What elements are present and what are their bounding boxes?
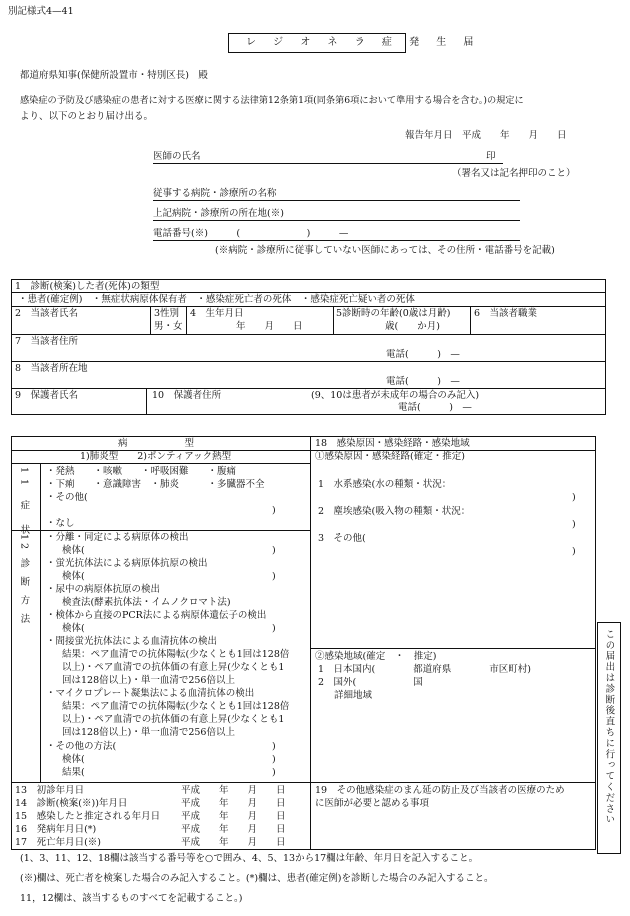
infection-domestic[interactable]: 1 日本国内( 都道府県 市区町村) bbox=[318, 664, 531, 675]
location-label: 8 当該者所在地 bbox=[15, 363, 88, 374]
diag-line[interactable]: 以上)・ペア血清での抗体価の有意上昇(少なくとも1 bbox=[62, 714, 285, 725]
diag-line[interactable]: 結果：ペア血清での抗体陽転(少なくとも1回は128倍 bbox=[62, 649, 290, 660]
diag-close: ) bbox=[272, 754, 276, 765]
diag-line[interactable]: ・間接蛍光抗体法による血清抗体の検出 bbox=[46, 636, 218, 647]
doctor-name-label: 医師の氏名 bbox=[153, 151, 201, 162]
other-notes-label-2: に医師が必要と認める事項 bbox=[315, 798, 430, 809]
hospital-name-field[interactable] bbox=[153, 200, 520, 201]
diag-line[interactable]: 検体( bbox=[62, 545, 85, 556]
infection-water-close: ) bbox=[572, 492, 576, 503]
diag-line[interactable]: 以上)・ペア血清での抗体価の有意上昇(少なくとも1 bbox=[62, 662, 285, 673]
diag-close: ) bbox=[272, 741, 276, 752]
symptoms-label: 11 症 状 bbox=[18, 467, 30, 541]
address-label: 7 当該者住所 bbox=[15, 336, 79, 347]
birthdate-label: 4 生年月日 bbox=[190, 308, 244, 319]
date-row-value[interactable]: 平成 年 月 日 bbox=[181, 824, 286, 835]
diag-line[interactable]: 検体( bbox=[62, 571, 85, 582]
symptoms-row-2[interactable]: ・下痢 ・意識障害 ・肺炎 ・多臓器不全 bbox=[46, 479, 265, 490]
addressee: 都道府県知事(保健所設置市・特別区長) 殿 bbox=[20, 70, 208, 81]
phone-field[interactable] bbox=[153, 240, 520, 241]
diag-close: ) bbox=[272, 767, 276, 778]
diag-line[interactable]: ・蛍光抗体法による病原体抗原の検出 bbox=[46, 558, 208, 569]
diag-line[interactable]: ・分離・同定による病原体の検出 bbox=[46, 532, 189, 543]
diag-line[interactable]: 検体( bbox=[62, 623, 85, 634]
diag-line[interactable]: ・その他の方法( bbox=[46, 741, 117, 752]
diag-line[interactable]: 検査法(酵素抗体法・イムノクロマト法) bbox=[62, 597, 231, 608]
case-type-label: 1 診断(検案)した者(死体)の類型 bbox=[15, 281, 160, 292]
footnote: (※)欄は、死亡者を検案した場合のみ記入すること。(*)欄は、患者(確定例)を診断した場合のみ記入すること。 bbox=[20, 873, 494, 884]
side-note: この届出は診断後直ちに行ってください bbox=[603, 629, 615, 826]
footnote: (1、3、11、12、18欄は該当する番号等を○で囲み、4、5、13から17欄は年齢、年月日を記入すること。 bbox=[20, 853, 479, 864]
address-phone[interactable]: 電話( ) — bbox=[386, 349, 460, 360]
diag-close: ) bbox=[272, 571, 276, 582]
diag-line[interactable]: ・検体から直接のPCR法による病原体遺伝子の検出 bbox=[46, 610, 267, 621]
diag-line[interactable]: 回は128倍以上)・単一血清で256倍以上 bbox=[62, 675, 235, 686]
infection-header: 18 感染原因・感染経路・感染地域 bbox=[315, 438, 470, 449]
age-value[interactable]: 歳( か月) bbox=[385, 321, 440, 332]
guardian-phone[interactable]: 電話( ) — bbox=[398, 402, 472, 413]
diagnosis-method-label: 12 診 断 方 法 bbox=[18, 534, 30, 627]
intro-line-1: 感染症の予防及び感染症の患者に対する医療に関する法律第12条第1項(同条第6項において準用する場合を含む。)の規定に bbox=[20, 95, 524, 106]
diag-line[interactable]: 結果( bbox=[62, 767, 85, 778]
diag-line[interactable]: 回は128倍以上)・単一血清で256倍以上 bbox=[62, 727, 235, 738]
hospital-note: (※病院・診療所に従事していない医師にあっては、その住所・電話番号を記載) bbox=[215, 245, 555, 256]
guardian-name-label: 9 保護者氏名 bbox=[15, 390, 79, 401]
infection-other[interactable]: 3 その他( bbox=[318, 533, 366, 544]
patient-name-label: 2 当該者氏名 bbox=[15, 308, 79, 319]
diag-close: ) bbox=[272, 545, 276, 556]
date-row-label: 15 感染したと推定される年月日 bbox=[15, 811, 161, 822]
diag-line[interactable]: 検体( bbox=[62, 754, 85, 765]
date-row-label: 17 死亡年月日(※) bbox=[15, 837, 102, 848]
guardian-note: (9、10は患者が未成年の場合のみ記入) bbox=[311, 390, 480, 401]
date-row-value[interactable]: 平成 年 月 日 bbox=[181, 811, 286, 822]
diag-line[interactable]: ・尿中の病原体抗原の検出 bbox=[46, 584, 161, 595]
occupation-label: 6 当該者職業 bbox=[474, 308, 538, 319]
date-row-label: 16 発病年月日(*) bbox=[15, 824, 97, 835]
date-row-value[interactable]: 平成 年 月 日 bbox=[181, 785, 286, 796]
infection-detail-area[interactable]: 詳細地域 bbox=[334, 690, 373, 701]
diag-line[interactable]: ・マイクロプレート凝集法による血清抗体の検出 bbox=[46, 688, 255, 699]
phone-label: 電話番号(※) ( ) — bbox=[153, 228, 349, 239]
seal-note: （署名又は記名押印のこと） bbox=[452, 168, 576, 179]
symptoms-other[interactable]: ・その他( bbox=[46, 492, 88, 503]
symptoms-other-close: ) bbox=[272, 505, 276, 516]
case-type-options[interactable]: ・患者(確定例) ・無症状病原体保有者 ・感染症死亡者の死体 ・感染症死亡疑い者の死体 bbox=[18, 294, 415, 305]
symptoms-row-1[interactable]: ・発熱 ・咳嗽 ・呼吸困難 ・腹痛 bbox=[46, 466, 237, 477]
sex-label: 3性別 bbox=[154, 308, 180, 319]
title-box bbox=[228, 33, 481, 53]
side-note-box bbox=[597, 622, 621, 854]
form-id: 別記様式4—41 bbox=[8, 6, 74, 17]
doctor-name-field[interactable] bbox=[153, 163, 503, 164]
report-date[interactable]: 報告年月日 平成 年 月 日 bbox=[405, 130, 567, 141]
disease-type-options[interactable]: 1)肺炎型 2)ポンティアック熱型 bbox=[80, 451, 232, 462]
footnote: 11，12欄は、該当するものすべてを記載すること。) bbox=[20, 893, 243, 904]
other-notes-label-1: 19 その他感染症のまん延の防止及び当該者の医療のため bbox=[315, 785, 565, 796]
diag-close: ) bbox=[272, 623, 276, 634]
date-row-value[interactable]: 平成 年 月 日 bbox=[181, 837, 286, 848]
infection-cause-sub[interactable]: ①感染原因・感染経路(確定・推定) bbox=[315, 451, 465, 462]
infection-dust-close: ) bbox=[572, 519, 576, 530]
disease-type-header: 病 型 bbox=[118, 438, 195, 449]
hospital-address-label: 上記病院・診療所の所在地(※) bbox=[153, 208, 284, 219]
infection-region[interactable]: ②感染地域(確定 ・ 推定) bbox=[315, 651, 437, 662]
intro-line-2: より、以下のとおり届け出る。 bbox=[20, 111, 154, 122]
hospital-address-field[interactable] bbox=[153, 220, 520, 221]
form-title: レ ジ オ ネ ラ 症 発 生 届 bbox=[246, 37, 481, 48]
infection-water[interactable]: 1 水系感染(水の種類・状況： bbox=[318, 479, 452, 490]
guardian-address-label: 10 保護者住所 bbox=[152, 390, 222, 401]
infection-other-close: ) bbox=[572, 546, 576, 557]
date-row-label: 13 初診年月日 bbox=[15, 785, 85, 796]
birthdate-value[interactable]: 年 月 日 bbox=[236, 321, 303, 332]
seal-mark: 印 bbox=[486, 151, 496, 162]
date-row-label: 14 診断(検案(※))年月日 bbox=[15, 798, 128, 809]
location-phone[interactable]: 電話( ) — bbox=[386, 376, 460, 387]
diag-line[interactable]: 結果：ペア血清での抗体陽転(少なくとも1回は128倍 bbox=[62, 701, 290, 712]
date-row-value[interactable]: 平成 年 月 日 bbox=[181, 798, 286, 809]
infection-dust[interactable]: 2 塵埃感染(吸入物の種類・状況： bbox=[318, 506, 471, 517]
hospital-name-label: 従事する病院・診療所の名称 bbox=[153, 188, 277, 199]
age-label: 5診断時の年齢(0歳は月齢) bbox=[336, 308, 451, 319]
sex-options[interactable]: 男・女 bbox=[154, 321, 183, 332]
symptoms-none[interactable]: ・なし bbox=[46, 518, 75, 529]
infection-abroad[interactable]: 2 国外( 国 bbox=[318, 677, 423, 688]
